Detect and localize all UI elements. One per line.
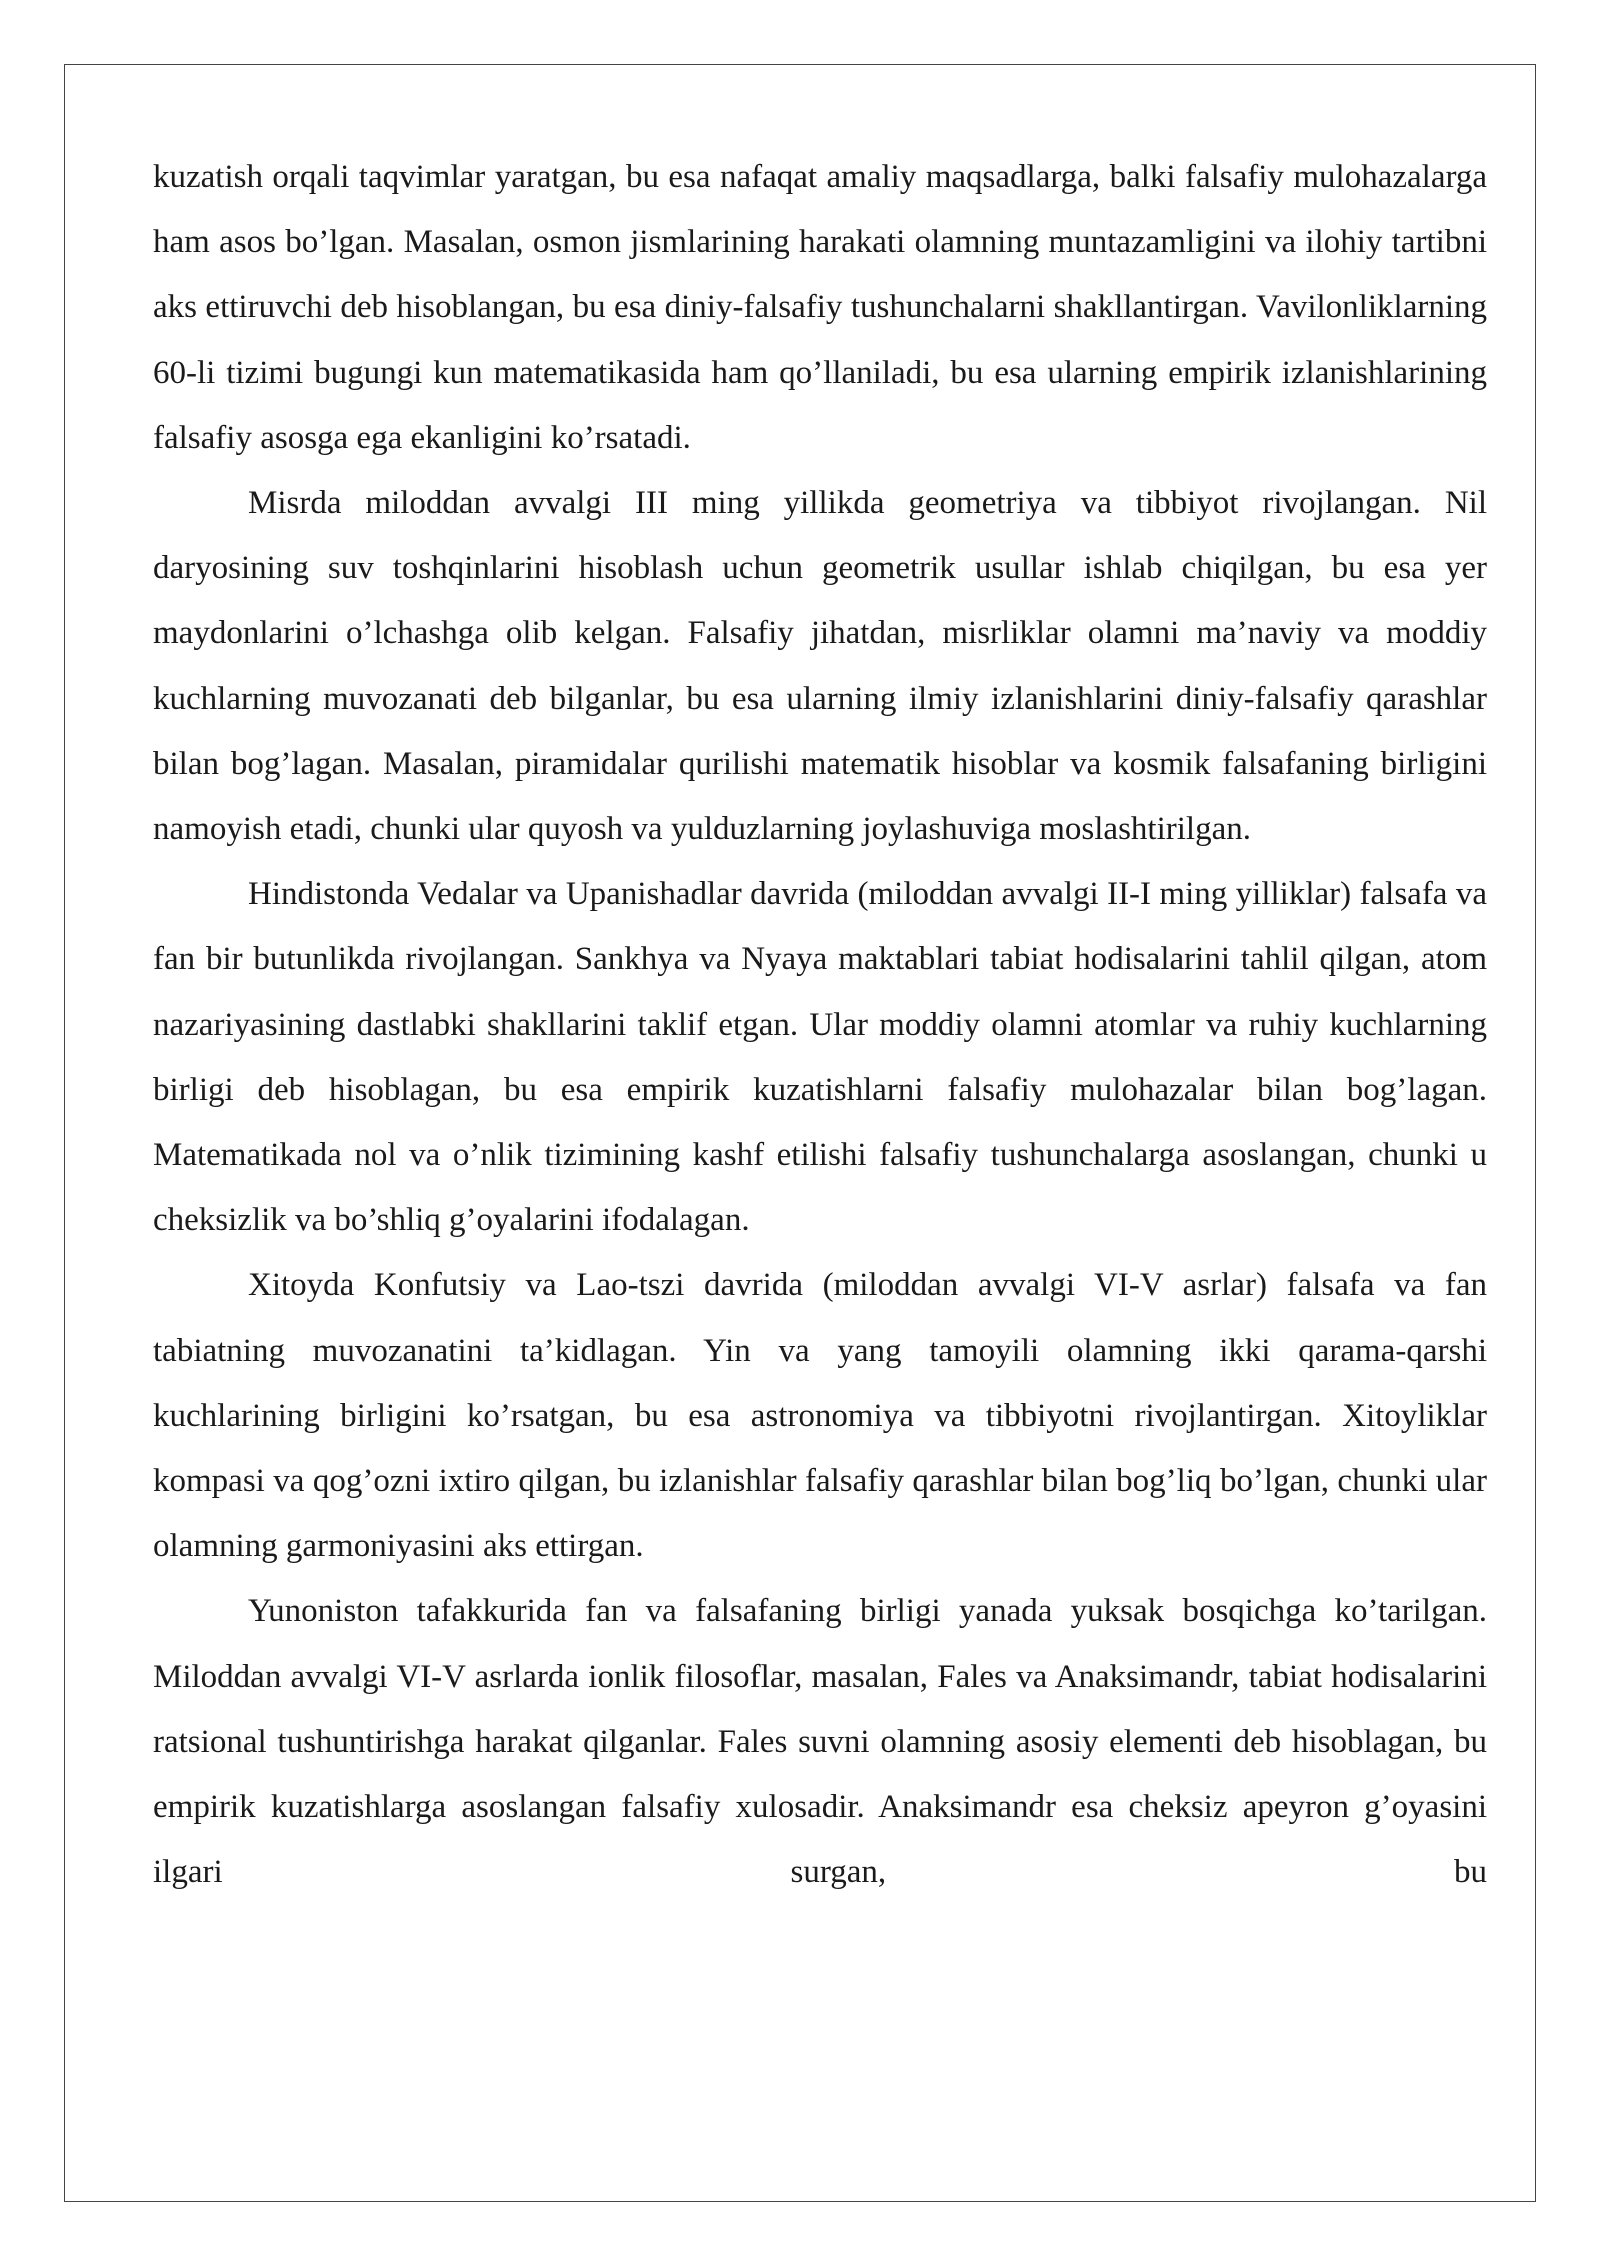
paragraph-1: kuzatish orqali taqvimlar yaratgan, bu esa nafaqat amaliy maqsadlarga, balki falsafiy mulohazalarga ham asos bo’lgan. Masalan, osmon jismlarining harakati olamning muntazamligini va ilohiy tartibni aks ettiruvchi deb hisoblangan, bu esa diniy-falsafiy tushunchalarni shakllantirgan. Vavilonliklarning 60-li tizimi bugungi kun matematikasida ham qo’llaniladi, bu esa ularning empirik izlanishlarining falsafiy asosga ega ekanligini ko’rsatadi. [153, 159, 1487, 456]
document-body [153, 145, 1487, 1905]
paragraph-3: Hindistonda Vedalar va Upanishadlar davrida (miloddan avvalgi II-I ming yilliklar) falsafa va fan bir butunlikda rivojlangan. Sankhya va Nyaya maktablari tabiat hodisalarini tahlil qilgan, atom nazariyasining dastlabki shakllarini taklif etgan. Ular moddiy olamni atomlar va ruhiy kuchlarning birligi deb hisoblagan, bu esa empirik kuzatishlarni falsafiy mulohazalar bilan bog’lagan. Matematikada nol va o’nlik tizimining kashf etilishi falsafiy tushunchalarga asoslangan, chunki u cheksizlik va bo’shliq g’oyalarini ifodalagan. [153, 876, 1487, 1239]
paragraph-5: Yunoniston tafakkurida fan va falsafaning birligi yanada yuksak bosqichga ko’tarilgan. Miloddan avvalgi VI-V asrlarda ionlik filosoflar, masalan, Fales va Anaksimandr, tabiat hodisalarini ratsional tushuntirishga harakat qilganlar. Fales suvni olamning asosiy elementi deb hisoblagan, bu empirik kuzatishlarga asoslangan falsafiy xulosadir. Anaksimandr esa cheksiz apeyron g’oyasini ilgari surgan, bu [153, 1593, 1487, 1891]
paragraph-4: Xitoyda Konfutsiy va Lao-tszi davrida (miloddan avvalgi VI-V asrlar) falsafa va fan tabiatning muvozanatini ta’kidlagan. Yin va yang tamoyili olamning ikki qarama-qarshi kuchlarining birligini ko’rsatgan, bu esa astronomiya va tibbiyotni rivojlantirgan. Xitoyliklar kompasi va qog’ozni ixtiro qilgan, bu izlanishlar falsafiy qarashlar bilan bog’liq bo’lgan, chunki ular olamning garmoniyasini aks ettirgan. [153, 1267, 1487, 1565]
paragraph-2: Misrda miloddan avvalgi III ming yillikda geometriya va tibbiyot rivojlangan. Nil daryosining suv toshqinlarini hisoblash uchun geometrik usullar ishlab chiqilgan, bu esa yer maydonlarini o’lchashga olib kelgan. Falsafiy jihatdan, misrliklar olamni ma’naviy va moddiy kuchlarning muvozanati deb bilganlar, bu esa ularning ilmiy izlanishlarini diniy-falsafiy qarashlar bilan bog’lagan. Masalan, piramidalar qurilishi matematik hisoblar va kosmik falsafaning birligini namoyish etadi, chunki ular quyosh va yulduzlarning joylashuviga moslashtirilgan. [153, 485, 1487, 848]
